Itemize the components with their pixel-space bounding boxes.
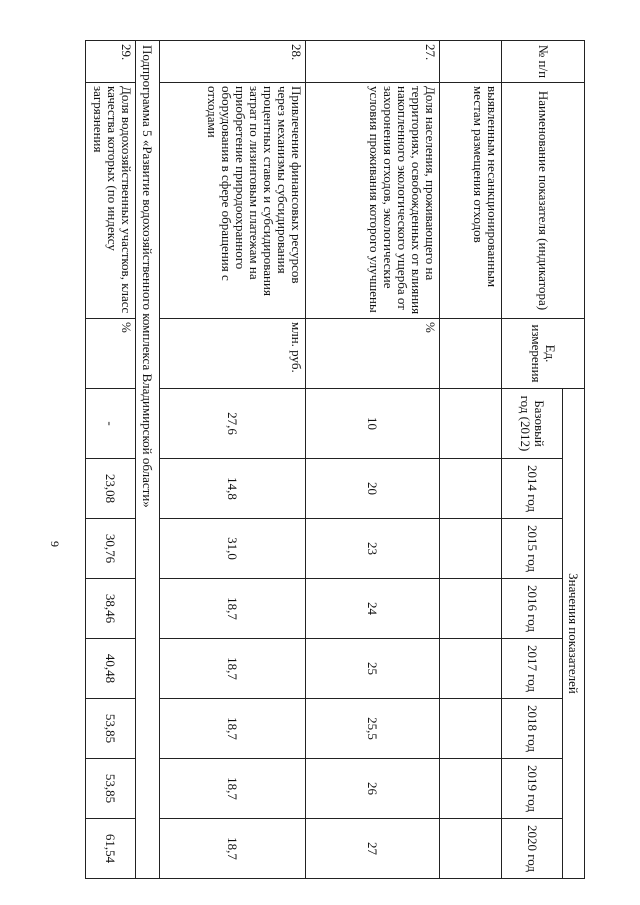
row-name: Привлечение финансовых ресурсов через механизмы субсидирования процентных ставок и субсидирования затрат по лизинговым платежам на приобретение природоохранного оборудования в сфере обращения с отходами: [160, 83, 306, 319]
row-unit: %: [306, 319, 440, 389]
row-value: [440, 389, 502, 459]
page-number: 9: [48, 541, 62, 547]
row-value: 25,5: [306, 699, 440, 759]
row-value: 18,7: [160, 759, 306, 819]
row-value: 18,7: [160, 639, 306, 699]
row-value: 18,7: [160, 579, 306, 639]
header-year-2018: 2018 год: [502, 699, 563, 759]
header-year-2019: 2019 год: [502, 759, 563, 819]
row-value: [440, 819, 502, 879]
row-value: 26: [306, 759, 440, 819]
row-value: [440, 579, 502, 639]
table-row: [86, 41, 136, 879]
row-num: 27.: [306, 41, 440, 83]
subprogram-row: [136, 41, 160, 879]
row-value: [440, 639, 502, 699]
row-value: 23,08: [86, 459, 136, 519]
table-row: [160, 41, 306, 879]
row-value: 53,85: [86, 699, 136, 759]
header-year-2020: 2020 год: [502, 819, 563, 879]
rotated-table-wrapper: [63, 40, 585, 878]
header-year-2014: 2014 год: [502, 459, 563, 519]
row-name: выявленным несанкционированным местам размещения отходов: [440, 83, 502, 319]
table-row: [306, 41, 440, 879]
row-value: 14,8: [160, 459, 306, 519]
row-value: 53,85: [86, 759, 136, 819]
row-value: 10: [306, 389, 440, 459]
row-value: [440, 699, 502, 759]
table-row: [440, 41, 502, 879]
header-values-group: Значения показателей: [563, 389, 585, 879]
row-unit: %: [86, 319, 136, 389]
row-value: 18,7: [160, 699, 306, 759]
row-value: [440, 759, 502, 819]
header-name: Наименование показателя (индикатора): [502, 83, 585, 319]
row-num: 28.: [160, 41, 306, 83]
row-value: -: [86, 389, 136, 459]
row-value: 38,46: [86, 579, 136, 639]
row-value: 61,54: [86, 819, 136, 879]
row-value: 30,76: [86, 519, 136, 579]
row-name: Доля населения, проживающего на территориях, освобожденных от влияния накопленного экологического ущерба от захоронения отходов, экологические условия проживания которого улучшены: [306, 83, 440, 319]
row-value: 27: [306, 819, 440, 879]
row-value: 27,6: [160, 389, 306, 459]
header-year-2017: 2017 год: [502, 639, 563, 699]
row-value: [440, 519, 502, 579]
row-value: 20: [306, 459, 440, 519]
row-num: 29.: [86, 41, 136, 83]
header-year-base: Базовый год (2012): [502, 389, 563, 459]
row-unit: млн. руб.: [160, 319, 306, 389]
row-value: 24: [306, 579, 440, 639]
header-unit: Ед. измерения: [502, 319, 585, 389]
row-name: Доля водохозяйственных участков, класс качества которых (по индексу загрязнения: [86, 83, 136, 319]
row-num: [440, 41, 502, 83]
row-value: [440, 459, 502, 519]
row-value: 40,48: [86, 639, 136, 699]
header-year-2015: 2015 год: [502, 519, 563, 579]
header-year-2016: 2016 год: [502, 579, 563, 639]
row-value: 23: [306, 519, 440, 579]
header-num: № п/п: [502, 41, 585, 83]
subprogram-title: Подпрограмма 5 «Развитие водохозяйственного комплекса Владимирской области»: [136, 41, 160, 879]
indicators-table: [85, 40, 585, 879]
row-value: 25: [306, 639, 440, 699]
row-value: 31,0: [160, 519, 306, 579]
row-value: 18,7: [160, 819, 306, 879]
row-unit: [440, 319, 502, 389]
